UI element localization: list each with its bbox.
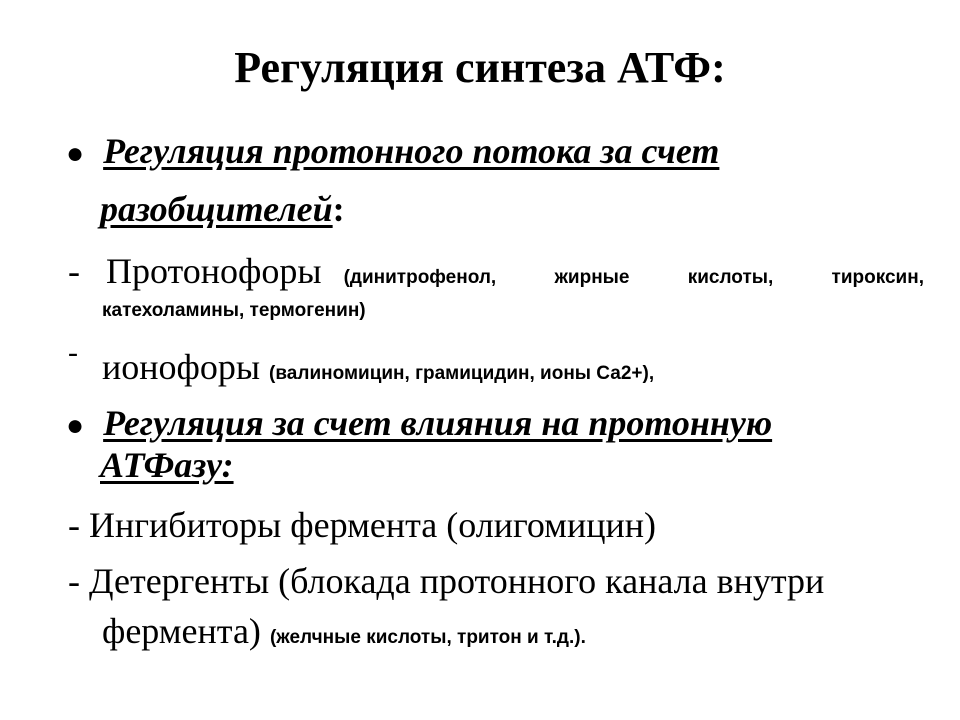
ionophores-label: ионофоры: [102, 347, 261, 387]
protonophores-line: [68, 246, 924, 303]
bullet-icon: ●: [66, 137, 85, 170]
section1-heading-text-cont: разобщителей: [100, 189, 333, 229]
bullet-icon: ●: [66, 409, 85, 442]
inhibitors-line: - Ингибиторы фермента (олигомицин): [68, 505, 657, 545]
section1-heading-line2: [100, 184, 345, 234]
detergents-details: (желчные кислоты, тритон и т.д.).: [269, 627, 586, 648]
slide-title: Регуляция синтеза АТФ:: [234, 43, 726, 92]
protonophores-label: Протонофоры: [106, 251, 322, 291]
details-word: (динитрофенол,: [343, 267, 497, 288]
details-word: тироксин,: [831, 267, 924, 288]
protonophores-details: [344, 253, 924, 303]
protonophores-dash: -: [68, 251, 80, 291]
section1-heading-line1: [66, 126, 719, 179]
details-word: кислоты,: [687, 267, 774, 288]
details-word: жирные: [554, 267, 630, 288]
ionophores-line: [102, 342, 654, 399]
section1-heading-colon: :: [332, 189, 345, 229]
detergents-line: - Детергенты (блокада протонного канала внутри: [68, 561, 825, 601]
ionophores-dash: -: [68, 336, 78, 369]
detergents-label-cont: фермента): [102, 611, 261, 651]
section2-heading-line2: [100, 440, 234, 490]
protonophores-details-cont: катехоламины, термогенин): [102, 300, 366, 321]
section1-heading-text: Регуляция протонного потока за счет: [103, 131, 720, 171]
ionophores-details: (валиномицин, грамицидин, ионы Са2+),: [269, 363, 655, 384]
section2-heading-text: Регуляция за счет влияния на протонную: [103, 403, 773, 443]
section2-heading-text-cont: АТФазу:: [100, 445, 234, 485]
detergents-line-cont: [102, 606, 586, 663]
